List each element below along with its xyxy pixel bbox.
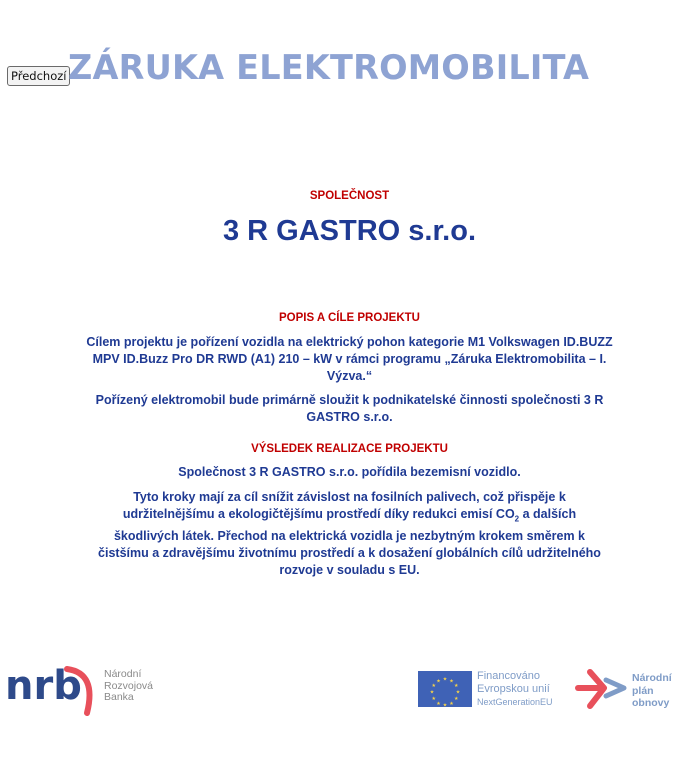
project-paragraph-1: Cílem projektu je pořízení vozidla na elektrický pohon kategorie M1 Volkswagen ID.BUZZ MPV ID.Buzz Pro DR RWD (A1) 210 – kW v rámci programu „Záruka Elektromobilita – I. Výzva.“ [86, 335, 613, 383]
svg-text:★: ★ [449, 678, 454, 685]
project-heading: POPIS A CÍLE PROJEKTU [278, 312, 420, 324]
result-paragraph-1: Společnost 3 R GASTRO s.r.o. pořídila bezemisní vozidlo. [178, 465, 521, 479]
result-heading: VÝSLEDEK REALIZACE PROJEKTU [251, 443, 448, 455]
page-title: ZÁRUKA ELEKTROMOBILITA [68, 48, 590, 87]
result-description [92, 464, 607, 579]
npo-logo-text: Národní plán obnovy [632, 672, 672, 709]
svg-text:★: ★ [449, 700, 454, 707]
npo-logo-icon [574, 666, 630, 712]
svg-text:★: ★ [431, 696, 436, 702]
company-name: 3 R GASTRO s.r.o. [223, 215, 476, 247]
nrb-logo-mark: nrb [5, 663, 82, 709]
svg-text:★: ★ [442, 676, 448, 683]
svg-text:★: ★ [454, 683, 459, 689]
company-label: SPOLEČNOST [309, 190, 390, 202]
nrb-logo-text: Národní Rozvojová Banka [104, 668, 154, 703]
eu-funding-text: Financováno Evropskou unií NextGenerationEU [477, 670, 553, 707]
svg-text:★: ★ [455, 689, 461, 696]
eu-flag-icon [418, 671, 472, 707]
svg-text:★: ★ [454, 696, 459, 702]
svg-text:★: ★ [442, 702, 448, 707]
svg-text:★: ★ [436, 700, 441, 707]
project-description [72, 334, 627, 426]
project-paragraph-2: Pořízený elektromobil bude primárně sloužit k podnikatelské činnosti společnosti 3 R GASTRO s.r.o. [95, 393, 604, 424]
svg-text:★: ★ [429, 689, 435, 696]
previous-button[interactable]: Předchozí [7, 66, 70, 86]
svg-text:★: ★ [436, 678, 441, 685]
result-paragraph-2: Tyto kroky mají za cíl snížit závislost na fosilních palivech, což přispěje k udržitelnějšímu a ekologičtějšímu prostředí díky redukci emisí $CO_2$ a dalších škodlivých látek. Přechod na elektrická vozidla je nezbytným krokem směrem k čistšímu a zdravějšímu životnímu prostředí a k dosažení globálních cílů udržitelného rozvoje v souladu s EU. [98, 490, 601, 577]
svg-text:★: ★ [431, 683, 436, 689]
